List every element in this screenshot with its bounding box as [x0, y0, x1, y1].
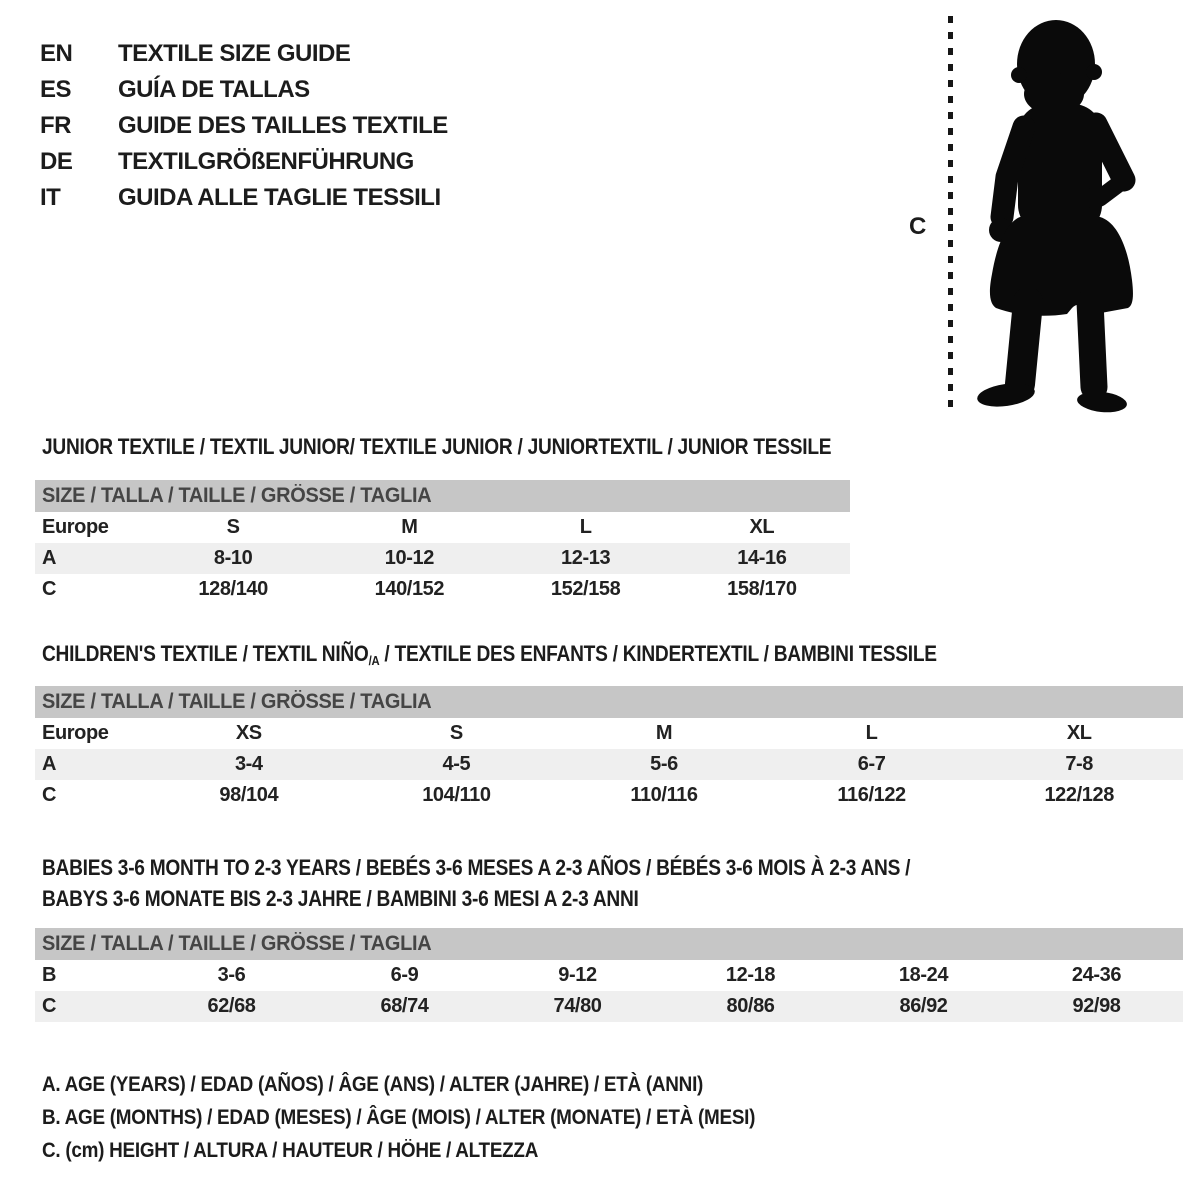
language-title: GUIDE DES TAILLES TEXTILE [118, 112, 448, 139]
section-heading-text: / TEXTILE DES ENFANTS / KINDERTEXTIL / BAMBINI TESSILE [379, 641, 937, 666]
size-cell: 4-5 [442, 753, 471, 775]
size-cell: 104/110 [422, 784, 491, 806]
row-label: C [42, 784, 57, 806]
row-label: Europe [42, 722, 109, 744]
section-heading-text: JUNIOR TEXTILE / TEXTIL JUNIOR/ TEXTILE JUNIOR / JUNIORTEXTIL / JUNIOR TESSILE [42, 434, 832, 459]
size-cell: 158/170 [727, 578, 797, 600]
table-row [35, 749, 1183, 780]
language-title: TEXTILGRÖßENFÜHRUNG [118, 148, 414, 175]
size-cell: 3-4 [234, 753, 263, 775]
table-row [35, 780, 1183, 811]
size-header-bar [35, 928, 1183, 960]
legend-line: C. (cm) HEIGHT / ALTURA / HAUTEUR / HÖHE / ALTEZZA [42, 1139, 539, 1162]
size-cell: L [865, 722, 878, 744]
language-title: TEXTILE SIZE GUIDE [118, 40, 351, 67]
size-cell: S [449, 722, 463, 744]
size-cell: 128/140 [198, 578, 268, 600]
size-cell: 3-6 [217, 964, 246, 986]
row-label: B [42, 964, 57, 986]
toddler-silhouette [962, 12, 1142, 418]
size-header-text: SIZE / TALLA / TAILLE / GRÖSSE / TAGLIA [42, 932, 432, 955]
size-cell: 110/116 [630, 784, 698, 806]
babies-size-table [35, 928, 1183, 1022]
language-code: ES [40, 76, 72, 103]
language-row [40, 180, 448, 216]
table-row [35, 574, 850, 605]
children-size-table [35, 686, 1183, 811]
size-cell: XL [1066, 722, 1092, 744]
section-heading-children [42, 641, 937, 668]
junior-size-table [35, 480, 850, 605]
height-measure-label: C [909, 213, 927, 240]
row-label: A [42, 547, 57, 569]
size-cell: 74/80 [553, 995, 602, 1017]
language-row [40, 144, 448, 180]
size-cell: M [655, 722, 673, 744]
size-cell: 14-16 [737, 547, 787, 569]
height-dashed-line [948, 16, 953, 414]
language-code: DE [40, 148, 73, 175]
size-cell: L [579, 516, 592, 538]
section-heading-text: BABYS 3-6 MONATE BIS 2-3 JAHRE / BAMBINI 3-6 MESI A 2-3 ANNI [42, 886, 639, 911]
size-cell: 86/92 [899, 995, 948, 1017]
section-heading-text: BABIES 3-6 MONTH TO 2-3 YEARS / BEBÉS 3-6 MESES A 2-3 AÑOS / BÉBÉS 3-6 MOIS À 2-3 ANS / [42, 855, 911, 880]
size-cell: XS [235, 722, 262, 744]
size-cell: 122/128 [1044, 784, 1114, 806]
language-title: GUÍA DE TALLAS [118, 76, 310, 103]
size-cell: 116/122 [837, 784, 906, 806]
language-title: GUIDA ALLE TAGLIE TESSILI [118, 184, 441, 211]
size-cell: 18-24 [898, 964, 949, 986]
size-cell: 68/74 [380, 995, 429, 1017]
size-cell: 98/104 [219, 784, 279, 806]
measurement-legend [42, 1068, 834, 1167]
row-label: C [42, 578, 57, 600]
size-cell: 140/152 [374, 578, 445, 600]
table-row [35, 991, 1183, 1022]
language-row [40, 36, 448, 72]
size-cell: 6-9 [390, 964, 419, 986]
table-row [35, 512, 850, 543]
table-row [35, 543, 850, 574]
language-code: EN [40, 40, 73, 67]
legend-line: A. AGE (YEARS) / EDAD (AÑOS) / ÂGE (ANS) / ALTER (JAHRE) / ETÀ (ANNI) [42, 1073, 704, 1096]
size-cell: 62/68 [207, 995, 256, 1017]
language-row [40, 108, 448, 144]
size-header-bar [35, 480, 850, 512]
legend-line: B. AGE (MONTHS) / EDAD (MESES) / ÂGE (MOIS) / ALTER (MONATE) / ETÀ (MESI) [42, 1106, 756, 1129]
size-cell: 12-18 [725, 964, 776, 986]
row-label: C [42, 995, 57, 1017]
size-cell: XL [749, 516, 775, 538]
language-row [40, 72, 448, 108]
language-code: IT [40, 184, 61, 211]
size-cell: 92/98 [1072, 995, 1121, 1017]
size-header-text: SIZE / TALLA / TAILLE / GRÖSSE / TAGLIA [42, 690, 432, 713]
size-header-bar [35, 686, 1183, 718]
size-cell: 10-12 [384, 547, 434, 569]
size-cell: S [226, 516, 240, 538]
size-cell: 5-6 [650, 753, 678, 775]
size-cell: 7-8 [1065, 753, 1094, 775]
language-code: FR [40, 112, 71, 139]
size-cell: 80/86 [726, 995, 775, 1017]
language-title-list [40, 36, 448, 216]
section-heading-babies [42, 852, 910, 914]
size-cell: 6-7 [857, 753, 886, 775]
section-heading-text: CHILDREN'S TEXTILE / TEXTIL NIÑO [42, 641, 369, 666]
table-row [35, 718, 1183, 749]
size-cell: 152/158 [550, 578, 621, 600]
section-heading-junior [42, 434, 831, 460]
size-cell: 9-12 [558, 964, 597, 986]
size-cell: 8-10 [213, 547, 253, 569]
table-row [35, 960, 1183, 991]
row-label: A [42, 753, 57, 775]
size-header-text: SIZE / TALLA / TAILLE / GRÖSSE / TAGLIA [42, 484, 432, 507]
size-cell: M [401, 516, 418, 538]
size-cell: 24-36 [1071, 964, 1122, 986]
row-label: Europe [42, 516, 109, 538]
section-heading-subscript: /A [368, 653, 380, 668]
size-cell: 12-13 [561, 547, 611, 569]
